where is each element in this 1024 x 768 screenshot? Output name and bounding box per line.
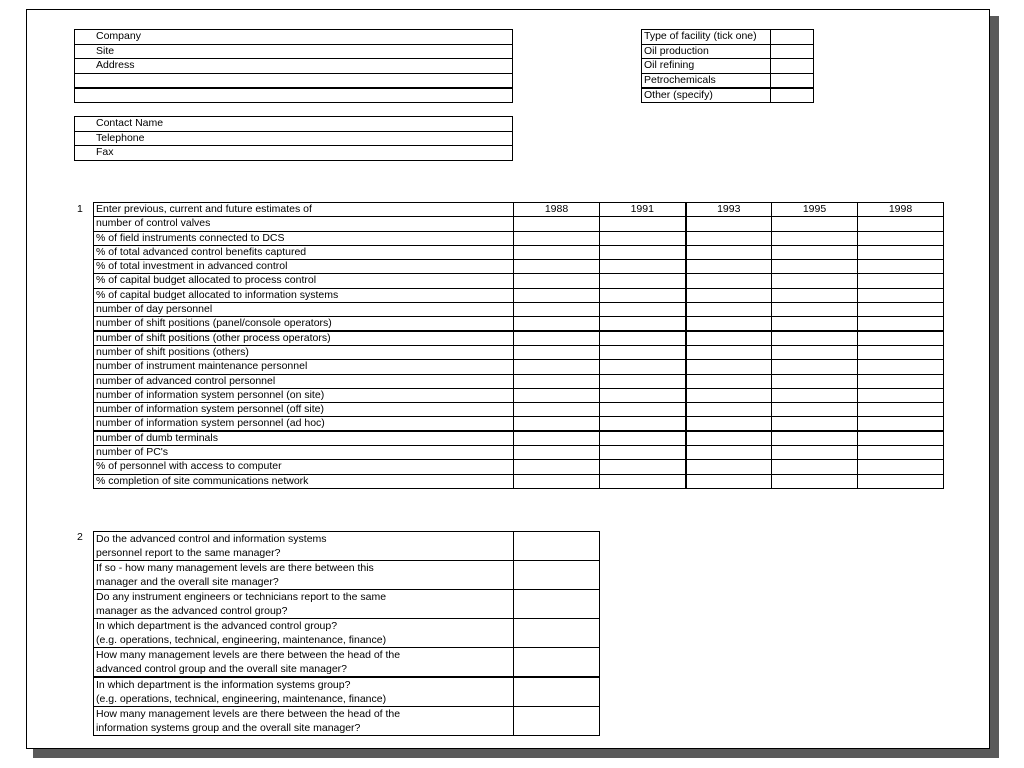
question-text [94, 532, 514, 561]
question-line: information systems group and the overall site manager? [96, 722, 361, 734]
estimate-input-cell[interactable] [514, 374, 600, 388]
estimate-input-cell[interactable] [858, 446, 944, 460]
estimate-input-cell[interactable] [686, 331, 772, 345]
estimate-input-cell[interactable] [600, 403, 686, 417]
estimate-input-cell[interactable] [600, 231, 686, 245]
estimate-input-cell[interactable] [514, 260, 600, 274]
question-row [94, 677, 600, 707]
question-row [94, 532, 600, 561]
question-text [94, 561, 514, 590]
address-row [75, 59, 513, 74]
estimate-input-cell[interactable] [858, 231, 944, 245]
estimate-input-cell[interactable] [514, 303, 600, 317]
estimate-input-cell[interactable] [772, 417, 858, 431]
year-header: 1988 [514, 203, 600, 217]
estimates-table [93, 202, 944, 489]
estimate-input-cell[interactable] [514, 403, 600, 417]
estimate-input-cell[interactable] [858, 431, 944, 445]
question-row [94, 590, 600, 619]
estimate-input-cell[interactable] [772, 231, 858, 245]
question-line: advanced control group and the overall site manager? [96, 663, 347, 675]
estimate-input-cell[interactable] [772, 303, 858, 317]
question-text [94, 648, 514, 678]
estimate-input-cell[interactable] [772, 260, 858, 274]
estimate-row [94, 474, 944, 488]
estimate-input-cell[interactable] [514, 217, 600, 231]
estimate-input-cell[interactable] [858, 460, 944, 474]
estimate-input-cell[interactable] [772, 460, 858, 474]
estimate-input-cell[interactable] [772, 446, 858, 460]
estimates-header-row [94, 203, 944, 217]
estimate-input-cell[interactable] [514, 474, 600, 488]
question-line: manager as the advanced control group? [96, 605, 288, 617]
estimate-input-cell[interactable] [600, 317, 686, 331]
estimates-header: Enter previous, current and future estimates of [94, 203, 514, 217]
estimate-row [94, 245, 944, 259]
survey-page [26, 9, 990, 749]
company-info-table [74, 29, 513, 103]
estimate-input-cell[interactable] [772, 474, 858, 488]
estimate-input-cell[interactable] [686, 231, 772, 245]
facility-option-label: Petrochemicals [642, 73, 771, 88]
question-line: In which department is the advanced control group? [96, 620, 338, 632]
address-label[interactable]: Address [75, 59, 513, 74]
question-row [94, 707, 600, 736]
estimate-input-cell[interactable] [858, 245, 944, 259]
estimate-input-cell[interactable] [514, 231, 600, 245]
question-text [94, 707, 514, 736]
estimate-input-cell[interactable] [686, 274, 772, 288]
estimate-row-label: number of shift positions (other process operators) [94, 331, 514, 345]
telephone-row [75, 131, 513, 146]
estimate-input-cell[interactable] [858, 345, 944, 359]
question-line: How many management levels are there between the head of the [96, 649, 401, 661]
questions-table [93, 531, 600, 736]
answer-cell[interactable] [514, 707, 600, 736]
estimate-input-cell[interactable] [858, 260, 944, 274]
question-text [94, 590, 514, 619]
fax-row [75, 146, 513, 161]
fax-label[interactable]: Fax [75, 146, 513, 161]
tick-box-other[interactable] [771, 88, 814, 103]
estimate-input-cell[interactable] [686, 288, 772, 302]
estimate-input-cell[interactable] [686, 431, 772, 445]
estimate-input-cell[interactable] [600, 417, 686, 431]
estimate-input-cell[interactable] [772, 374, 858, 388]
estimate-row-label: % of capital budget allocated to process control [94, 274, 514, 288]
contact-info-table [74, 116, 513, 161]
contact-name-row [75, 117, 513, 132]
estimate-input-cell[interactable] [514, 360, 600, 374]
answer-cell[interactable] [514, 561, 600, 590]
estimate-input-cell[interactable] [772, 431, 858, 445]
estimate-input-cell[interactable] [514, 345, 600, 359]
estimate-input-cell[interactable] [600, 388, 686, 402]
estimate-input-cell[interactable] [686, 360, 772, 374]
estimate-input-cell[interactable] [600, 474, 686, 488]
estimate-row-label: % of total advanced control benefits captured [94, 245, 514, 259]
question-line: (e.g. operations, technical, engineering, maintenance, finance) [96, 693, 387, 705]
estimate-row-label: number of shift positions (others) [94, 345, 514, 359]
estimate-input-cell[interactable] [858, 388, 944, 402]
estimate-input-cell[interactable] [514, 331, 600, 345]
answer-cell[interactable] [514, 619, 600, 648]
estimate-row-label: number of instrument maintenance personnel [94, 360, 514, 374]
estimate-row-label: number of information system personnel (ad hoc) [94, 417, 514, 431]
estimate-row [94, 417, 944, 431]
answer-cell[interactable] [514, 648, 600, 678]
estimate-input-cell[interactable] [514, 288, 600, 302]
answer-cell[interactable] [514, 532, 600, 561]
year-header: 1991 [600, 203, 686, 217]
estimate-input-cell[interactable] [772, 331, 858, 345]
question-line: (e.g. operations, technical, engineering, maintenance, finance) [96, 634, 387, 646]
estimate-input-cell[interactable] [514, 446, 600, 460]
address-field-2[interactable] [75, 73, 513, 88]
estimate-input-cell[interactable] [858, 274, 944, 288]
estimate-input-cell[interactable] [686, 474, 772, 488]
estimate-row [94, 360, 944, 374]
estimate-row-label: number of shift positions (panel/console operators) [94, 317, 514, 331]
estimate-input-cell[interactable] [858, 360, 944, 374]
estimate-row [94, 303, 944, 317]
estimate-input-cell[interactable] [772, 274, 858, 288]
tick-box-oil-production[interactable] [771, 44, 814, 59]
estimate-row [94, 217, 944, 231]
estimate-input-cell[interactable] [686, 417, 772, 431]
estimate-input-cell[interactable] [514, 460, 600, 474]
estimate-input-cell[interactable] [600, 288, 686, 302]
question-line: If so - how many management levels are there between this [96, 562, 374, 574]
estimate-input-cell[interactable] [514, 245, 600, 259]
question-line: In which department is the information systems group? [96, 679, 351, 691]
estimate-input-cell[interactable] [772, 217, 858, 231]
estimate-input-cell[interactable] [858, 474, 944, 488]
estimate-row [94, 260, 944, 274]
estimate-row-label: % of total investment in advanced control [94, 260, 514, 274]
address-field-3[interactable] [75, 88, 513, 103]
facility-header-row [642, 30, 814, 45]
estimate-input-cell[interactable] [514, 274, 600, 288]
answer-cell[interactable] [514, 677, 600, 707]
estimate-row-label: number of dumb terminals [94, 431, 514, 445]
estimate-row-label: number of PC's [94, 446, 514, 460]
facility-option-label: Oil production [642, 44, 771, 59]
estimate-input-cell[interactable] [858, 217, 944, 231]
question-line: personnel report to the same manager? [96, 547, 281, 559]
estimate-row [94, 446, 944, 460]
estimate-input-cell[interactable] [686, 446, 772, 460]
facility-option-row [642, 73, 814, 88]
estimate-row-label: % of field instruments connected to DCS [94, 231, 514, 245]
facility-type-table [641, 29, 814, 103]
estimate-input-cell[interactable] [686, 345, 772, 359]
facility-header: Type of facility (tick one) [642, 30, 771, 45]
estimate-input-cell[interactable] [514, 431, 600, 445]
estimate-input-cell[interactable] [600, 303, 686, 317]
question-line: Do any instrument engineers or technicians report to the same [96, 591, 387, 603]
estimate-input-cell[interactable] [600, 460, 686, 474]
estimate-row [94, 345, 944, 359]
estimate-row-label: number of day personnel [94, 303, 514, 317]
address-line-3 [75, 88, 513, 103]
estimate-input-cell[interactable] [686, 403, 772, 417]
tick-box-petrochemicals[interactable] [771, 73, 814, 88]
telephone-label[interactable]: Telephone [75, 131, 513, 146]
estimate-input-cell[interactable] [772, 317, 858, 331]
estimate-input-cell[interactable] [772, 245, 858, 259]
estimate-row [94, 460, 944, 474]
question-text [94, 619, 514, 648]
estimate-input-cell[interactable] [600, 446, 686, 460]
estimate-input-cell[interactable] [858, 317, 944, 331]
question-line: manager and the overall site manager? [96, 576, 279, 588]
estimate-row-label: number of advanced control personnel [94, 374, 514, 388]
estimate-row [94, 431, 944, 445]
estimate-row [94, 331, 944, 345]
site-label[interactable]: Site [75, 44, 513, 59]
estimate-input-cell[interactable] [600, 345, 686, 359]
estimate-input-cell[interactable] [858, 288, 944, 302]
estimate-input-cell[interactable] [600, 245, 686, 259]
company-row [75, 30, 513, 45]
estimate-input-cell[interactable] [686, 388, 772, 402]
estimate-input-cell[interactable] [600, 331, 686, 345]
estimate-row-label: number of control valves [94, 217, 514, 231]
estimate-input-cell[interactable] [686, 374, 772, 388]
estimate-input-cell[interactable] [858, 403, 944, 417]
facility-option-row [642, 88, 814, 103]
question-row [94, 561, 600, 590]
estimate-input-cell[interactable] [514, 417, 600, 431]
estimate-row [94, 317, 944, 331]
estimate-row-label: number of information system personnel (on site) [94, 388, 514, 402]
section-1-number: 1 [77, 203, 83, 215]
question-line: Do the advanced control and information systems [96, 533, 327, 545]
estimate-input-cell[interactable] [600, 274, 686, 288]
estimate-row [94, 288, 944, 302]
estimate-input-cell[interactable] [858, 374, 944, 388]
address-line-2 [75, 73, 513, 88]
estimate-row-label: % of personnel with access to computer [94, 460, 514, 474]
estimate-input-cell[interactable] [600, 431, 686, 445]
facility-option-label: Oil refining [642, 59, 771, 74]
facility-option-row [642, 59, 814, 74]
estimate-input-cell[interactable] [514, 317, 600, 331]
estimate-input-cell[interactable] [772, 345, 858, 359]
estimate-input-cell[interactable] [600, 360, 686, 374]
year-header: 1995 [772, 203, 858, 217]
facility-option-label: Other (specify) [642, 88, 771, 103]
estimate-row [94, 403, 944, 417]
estimate-input-cell[interactable] [858, 303, 944, 317]
estimate-input-cell[interactable] [686, 317, 772, 331]
estimate-input-cell[interactable] [858, 417, 944, 431]
site-row [75, 44, 513, 59]
estimate-input-cell[interactable] [686, 460, 772, 474]
estimate-input-cell[interactable] [772, 388, 858, 402]
contact-name-label[interactable]: Contact Name [75, 117, 513, 132]
facility-header-blank [771, 30, 814, 45]
estimate-input-cell[interactable] [772, 360, 858, 374]
question-row [94, 619, 600, 648]
estimate-input-cell[interactable] [600, 374, 686, 388]
estimate-row-label: number of information system personnel (off site) [94, 403, 514, 417]
estimate-input-cell[interactable] [600, 217, 686, 231]
estimate-row-label: % of capital budget allocated to information systems [94, 288, 514, 302]
estimate-input-cell[interactable] [772, 403, 858, 417]
estimate-input-cell[interactable] [686, 217, 772, 231]
question-row [94, 648, 600, 678]
estimate-row [94, 231, 944, 245]
facility-option-row [642, 44, 814, 59]
estimate-input-cell[interactable] [686, 303, 772, 317]
estimate-input-cell[interactable] [772, 288, 858, 302]
answer-cell[interactable] [514, 590, 600, 619]
estimate-input-cell[interactable] [686, 245, 772, 259]
year-header: 1993 [686, 203, 772, 217]
estimate-input-cell[interactable] [686, 260, 772, 274]
tick-box-oil-refining[interactable] [771, 59, 814, 74]
estimate-row [94, 274, 944, 288]
company-label[interactable]: Company [75, 30, 513, 45]
section-2-number: 2 [77, 531, 83, 543]
question-text [94, 677, 514, 707]
estimate-input-cell[interactable] [858, 331, 944, 345]
estimate-input-cell[interactable] [600, 260, 686, 274]
estimate-row [94, 388, 944, 402]
year-header: 1998 [858, 203, 944, 217]
estimate-row [94, 374, 944, 388]
question-line: How many management levels are there between the head of the [96, 708, 401, 720]
estimate-row-label: % completion of site communications network [94, 474, 514, 488]
estimate-input-cell[interactable] [514, 388, 600, 402]
